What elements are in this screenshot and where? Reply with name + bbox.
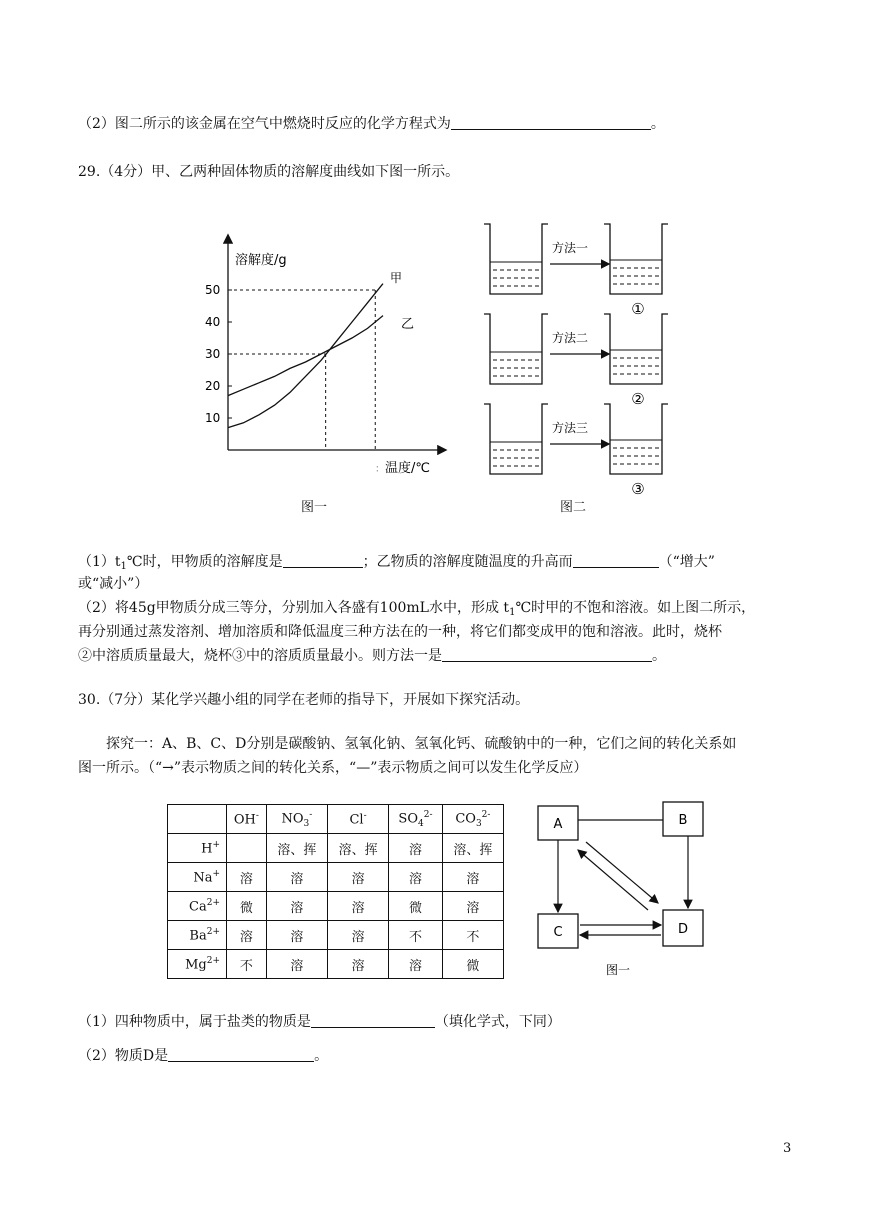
answer-blank[interactable] bbox=[283, 553, 363, 568]
series-jia-label: 甲 bbox=[390, 271, 403, 285]
y-tick-label: 50 bbox=[205, 283, 221, 297]
q29-part2: （2）将45g甲物质分成三等分，分别加入各盛有100mL水中，形成 $t_1℃$时甲的不饱和溶液。如上图二所示， bbox=[78, 600, 756, 618]
y-tick-label: 30 bbox=[205, 347, 221, 361]
table-cell bbox=[227, 834, 267, 863]
table-cell: 溶 bbox=[442, 863, 503, 892]
answer-blank[interactable] bbox=[451, 115, 651, 130]
beaker-after bbox=[604, 404, 668, 474]
edge-d-a bbox=[578, 850, 648, 910]
answer-blank[interactable] bbox=[573, 553, 659, 568]
diagram-caption: 图一 bbox=[605, 963, 631, 977]
method-label: 方法二 bbox=[552, 331, 589, 345]
table-cell: 溶 bbox=[227, 863, 267, 892]
beaker-number: ② bbox=[631, 390, 645, 408]
anion-header: $SO_4^{2-}$ bbox=[389, 805, 443, 834]
beaker-after bbox=[604, 314, 668, 384]
q30-explore1-line2: 图一所示。（“→”表示物质之间的转化关系，“—”表示物质之间可以发生化学反应） bbox=[78, 760, 588, 776]
table-row bbox=[168, 892, 504, 921]
table-cell: 溶 bbox=[266, 863, 327, 892]
table-cell: 微 bbox=[442, 950, 503, 979]
series-yi-label: 乙 bbox=[401, 317, 415, 332]
figure2-caption: 图二 bbox=[560, 500, 587, 515]
page-number: 3 bbox=[783, 1141, 792, 1156]
node-b-label: B bbox=[678, 813, 688, 828]
table-row bbox=[168, 950, 504, 979]
beaker-diagram bbox=[478, 218, 678, 498]
table-cell: 溶 bbox=[327, 950, 388, 979]
table-cell: 溶 bbox=[389, 950, 443, 979]
q28-part2: （2）图二所示的该金属在空气中燃烧时反应的化学方程式为 。 bbox=[78, 116, 665, 132]
table-cell: 溶、挥 bbox=[266, 834, 327, 863]
table-row bbox=[168, 863, 504, 892]
cation-header: $Mg^{2+}$ bbox=[168, 950, 227, 979]
table-cell: 溶 bbox=[266, 892, 327, 921]
anion-header: $NO_3^-$ bbox=[266, 805, 327, 834]
node-a-label: A bbox=[553, 817, 563, 832]
q29-part2-line3: ②中溶质质量最大，烧杯③中的溶质质量最小。则方法一是 。 bbox=[78, 648, 666, 664]
beaker-after bbox=[604, 224, 668, 294]
q29-part1: $(1)t_1℃$时，甲物质的溶解度是 ；乙物质的溶解度随温度的升高而 （“增大” bbox=[78, 554, 715, 572]
anion-header: $CO_3^{2-}$ bbox=[442, 805, 503, 834]
table-cell: 溶 bbox=[227, 921, 267, 950]
table-row bbox=[168, 834, 504, 863]
table-cell: 溶、挥 bbox=[327, 834, 388, 863]
q30-explore1-line1: 探究一：A、B、C、D分别是碳酸钠、氢氧化钠、氢氧化钙、硫酸钠中的一种，它们之间的转化关系如 bbox=[106, 736, 737, 752]
table-cell: 微 bbox=[227, 892, 267, 921]
cation-header: $Ba^{2+}$ bbox=[168, 921, 227, 950]
method-label: 方法一 bbox=[552, 241, 589, 255]
table-cell: 溶 bbox=[266, 950, 327, 979]
table-cell: 溶 bbox=[389, 863, 443, 892]
anion-header: Cl- bbox=[327, 805, 388, 834]
table-cell: 溶 bbox=[327, 892, 388, 921]
method-label: 方法三 bbox=[552, 421, 589, 435]
beaker-before bbox=[484, 404, 548, 474]
cation-header: Na+ bbox=[168, 863, 227, 892]
y-tick-label: 40 bbox=[205, 315, 221, 329]
solubility-chart bbox=[195, 228, 465, 488]
y-tick-label: 10 bbox=[205, 411, 221, 425]
table-cell: 溶 bbox=[327, 921, 388, 950]
series-jia-curve bbox=[228, 284, 383, 428]
q30-title: 30.（7分）某化学兴趣小组的同学在老师的指导下，开展如下探究活动。 bbox=[78, 692, 530, 708]
table-row bbox=[168, 921, 504, 950]
x-axis-label: ：温度/℃ bbox=[375, 461, 430, 476]
q30-part2: （2）物质D是 。 bbox=[78, 1048, 329, 1064]
beaker-number: ① bbox=[631, 300, 645, 318]
table-cell: 不 bbox=[442, 921, 503, 950]
y-tick-label: 20 bbox=[205, 379, 221, 393]
answer-blank[interactable] bbox=[442, 647, 652, 662]
table-cell: 溶 bbox=[389, 834, 443, 863]
table-cell: 微 bbox=[389, 892, 443, 921]
q29-part1-line2: 或“减小”） bbox=[78, 576, 149, 592]
table-cell: 溶 bbox=[442, 892, 503, 921]
table-cell: 溶、挥 bbox=[442, 834, 503, 863]
table-cell: 溶 bbox=[266, 921, 327, 950]
beaker-number: ③ bbox=[631, 480, 645, 498]
answer-blank[interactable] bbox=[311, 1013, 435, 1028]
cation-header: H+ bbox=[168, 834, 227, 863]
y-axis-label: 溶解度/g bbox=[235, 253, 287, 268]
node-c-label: C bbox=[553, 925, 563, 940]
beaker-before bbox=[484, 314, 548, 384]
q29-part2-line2: 再分别通过蒸发溶剂、增加溶质和降低温度三种方法在的一种，将它们都变成甲的饱和溶液。此时，烧杯 bbox=[78, 624, 722, 640]
transformation-diagram bbox=[530, 798, 720, 988]
cation-header: $Ca^{2+}$ bbox=[168, 892, 227, 921]
beaker-before bbox=[484, 224, 548, 294]
series-yi-curve bbox=[228, 316, 383, 396]
answer-blank[interactable] bbox=[168, 1047, 314, 1062]
table-corner bbox=[168, 805, 227, 834]
figure1-caption: 图一 bbox=[301, 500, 328, 515]
q29-title: 29.（4分）甲、乙两种固体物质的溶解度曲线如下图一所示。 bbox=[78, 164, 460, 180]
solubility-table bbox=[167, 804, 504, 979]
q30-part1: （1）四种物质中，属于盐类的物质是 （填化学式，下同） bbox=[78, 1014, 561, 1030]
edge-a-d bbox=[586, 842, 658, 903]
node-d-label: D bbox=[677, 922, 689, 937]
table-cell: 不 bbox=[227, 950, 267, 979]
anion-header: OH- bbox=[227, 805, 267, 834]
table-cell: 溶 bbox=[327, 863, 388, 892]
table-cell: 不 bbox=[389, 921, 443, 950]
